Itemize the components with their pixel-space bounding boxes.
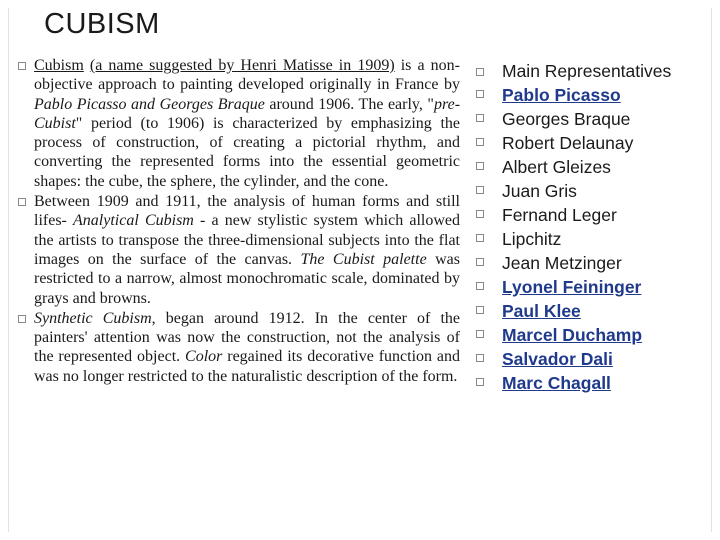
representative-link[interactable]: Paul Klee — [502, 301, 581, 321]
representative-item[interactable] — [476, 323, 706, 347]
representative-item[interactable] — [476, 299, 706, 323]
representative-item — [476, 155, 706, 179]
bullet-box-icon — [476, 282, 484, 290]
representative-name: Albert Gleizes — [502, 157, 611, 177]
bullet-box-icon — [476, 234, 484, 242]
representative-item[interactable] — [476, 83, 706, 107]
bullet-box-icon — [18, 315, 26, 323]
bullet-box-icon — [18, 62, 26, 70]
p3-text-a: , began around 1912. In the center of the painters' attention was now the construction, not the analysis of the represented object. — [34, 309, 460, 366]
representative-name: Robert Delaunay — [502, 133, 634, 153]
representative-name: Lipchitz — [502, 229, 562, 249]
representative-link[interactable]: Marc Chagall — [502, 373, 611, 393]
p1-painters: Pablo Picasso and Georges Braque — [34, 95, 265, 113]
bullet-box-icon — [476, 378, 484, 386]
p1-precubist: pre-Cubist — [34, 95, 461, 132]
representative-item — [476, 203, 706, 227]
representative-item — [476, 107, 706, 131]
p2-palette: The Cubist palette — [300, 250, 427, 268]
bullet-box-icon — [476, 162, 484, 170]
representative-item[interactable] — [476, 347, 706, 371]
p3-color: Color — [185, 348, 223, 366]
p1-text-a: is a non-objective approach to painting developed originally in France by — [34, 57, 461, 94]
p2-text-c: was restricted to a narrow, almost monochromatic scale, dominated by grays and browns. — [34, 250, 461, 307]
bullet-box-icon — [476, 138, 484, 146]
slide-title: CUBISM — [44, 8, 160, 40]
paragraph-analytical — [18, 192, 460, 308]
bullet-box-icon — [476, 306, 484, 314]
bullet-box-icon — [476, 186, 484, 194]
representative-item[interactable] — [476, 371, 706, 395]
representative-item — [476, 227, 706, 251]
representative-link[interactable]: Salvador Dali — [502, 349, 613, 369]
p2-text-a: Between 1909 and 1911, the analysis of human forms and still lifes- — [34, 193, 460, 230]
paragraph-synthetic — [18, 309, 460, 386]
representative-name: Juan Gris — [502, 181, 577, 201]
representative-name: Jean Metzinger — [502, 253, 622, 273]
bullet-box-icon — [476, 210, 484, 218]
representatives-heading — [476, 61, 706, 83]
representative-link[interactable]: Pablo Picasso — [502, 85, 621, 105]
bullet-box-icon — [476, 114, 484, 122]
bullet-box-icon — [476, 354, 484, 362]
p3-text-b: regained its decorative function and was no longer restricted to the naturalistic description of the form. — [34, 348, 460, 385]
term-cubism: Cubism — [34, 57, 84, 74]
bullet-box-icon — [476, 258, 484, 266]
p2-text-b: - a new stylistic system which allowed the artists to transpose the three-dimensional subjects into the flat images on the surface of the canvas. — [34, 212, 460, 268]
paragraph-cubism — [18, 56, 460, 191]
p3-synthetic: Synthetic Cubism — [34, 309, 152, 327]
p1-text-c: " period (to 1906) is characterized by emphasizing the process of construction, of creating a pictorial rhythm, and converting the represented forms into the essential geometric shapes: the cube, the sphere, the cylinder, and the cone. — [34, 114, 460, 190]
representatives-heading-text: Main Representatives — [502, 61, 672, 81]
representative-name: Fernand Leger — [502, 205, 617, 225]
representatives-column — [476, 61, 706, 395]
representative-name: Georges Braque — [502, 109, 631, 129]
term-paren: (a name suggested by Henri Matisse in 1909) — [89, 57, 395, 74]
bullet-box-icon — [476, 68, 484, 76]
representative-link[interactable]: Lyonel Feininger — [502, 277, 642, 297]
representative-item[interactable] — [476, 275, 706, 299]
p2-analytical: Analytical Cubism — [73, 212, 194, 230]
bullet-box-icon — [18, 198, 26, 206]
bullet-box-icon — [476, 330, 484, 338]
p1-text-b: around 1906. The early, " — [264, 95, 434, 113]
representative-link[interactable]: Marcel Duchamp — [502, 325, 643, 345]
description-column — [18, 56, 460, 386]
representative-item — [476, 131, 706, 155]
bullet-box-icon — [476, 90, 484, 98]
representatives-list — [476, 83, 706, 395]
representative-item — [476, 251, 706, 275]
representative-item — [476, 179, 706, 203]
